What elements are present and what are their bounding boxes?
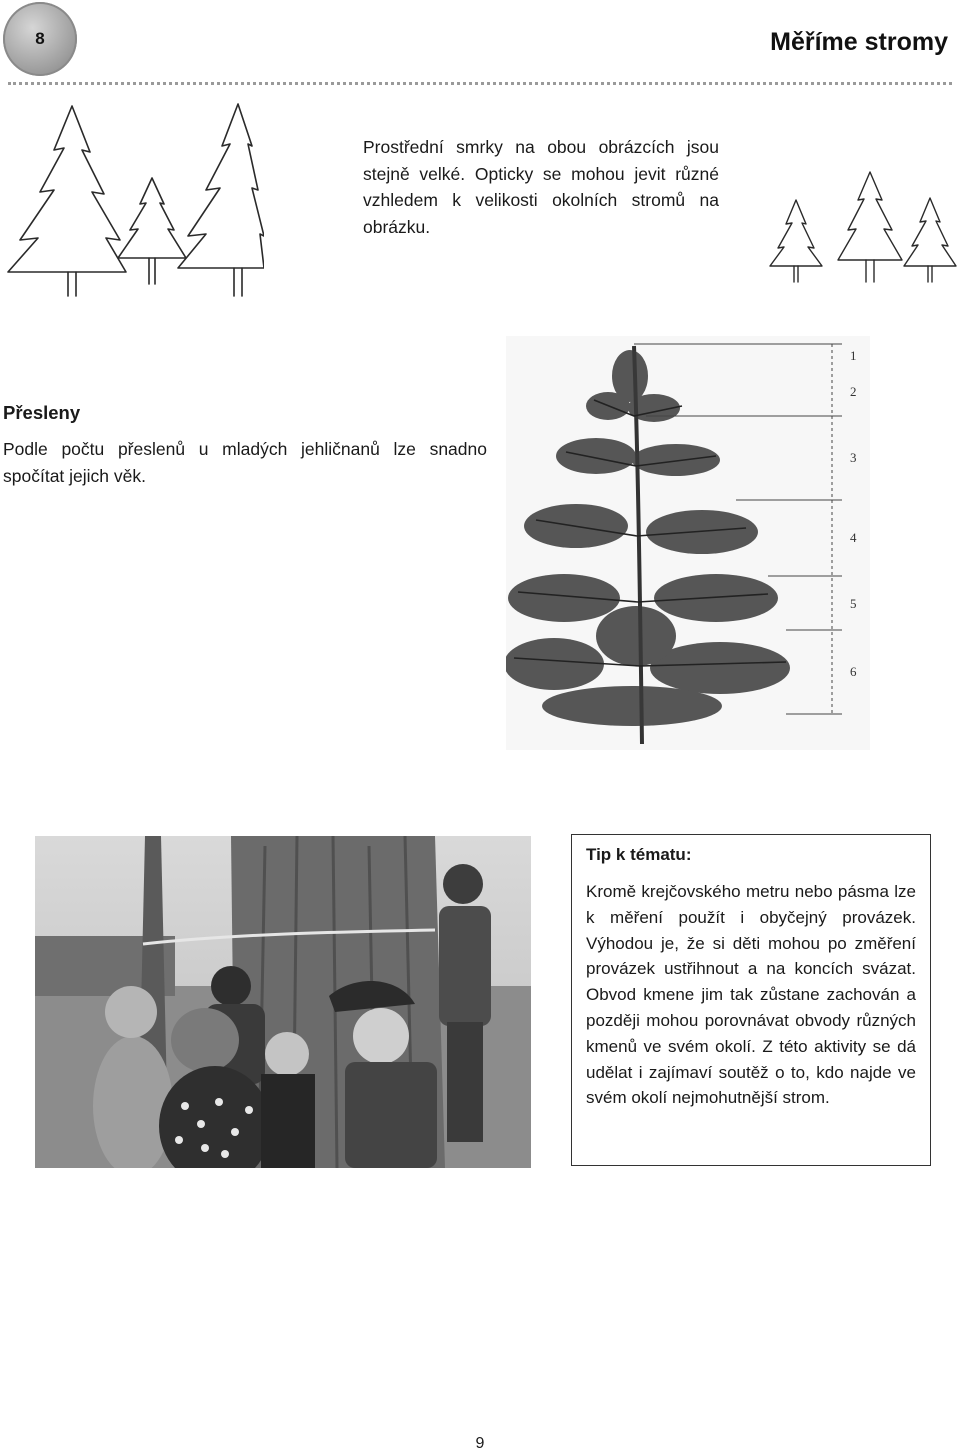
page-badge-number: 8 <box>35 29 45 48</box>
pine-whorl-figure <box>506 336 870 750</box>
whorl-label: 3 <box>850 450 857 465</box>
section-heading-whorls: Přesleny <box>3 402 81 423</box>
whorls-text: Podle počtu přeslenů u mladých jehličnanů lze snadno spočítat jejich věk. <box>3 439 487 486</box>
whorl-label: 6 <box>850 664 857 679</box>
whorl-label: 2 <box>850 384 857 399</box>
spruce-caption: Prostřední smrky na obou obrázcích jsou stejně velké. Opticky se mohou jevit různé vzhledem k velikosti okolních stromů na obrázku. <box>363 137 719 237</box>
page-badge <box>3 2 77 76</box>
whorl-label: 1 <box>850 348 857 363</box>
whorl-label: 4 <box>850 530 857 545</box>
tip-text: Kromě krejčovského metru nebo pásma lze k měření použít i obyčejný provázek. Výhodou je, že si děti mohou po změření provázek ustřihnout a na koncích svázat. Obvod kmene jim tak zůstane zachován a později mohou porovnávat obvody různých kmenů ve svém okolí. Z této aktivity se dá udělat i zajímaví soutěž o to, kdo najde ve svém okolí nejmohutnější strom. <box>586 882 916 1108</box>
tip-box <box>571 834 931 1166</box>
header-divider <box>8 82 952 85</box>
spruce-illustration-left <box>2 100 264 300</box>
footer-page-number: 9 <box>475 1435 485 1452</box>
page-title: Měříme stromy <box>770 28 948 56</box>
whorl-label: 5 <box>850 596 857 611</box>
spruce-illustration-right <box>762 168 958 288</box>
tip-heading: Tip k tématu: <box>586 845 692 864</box>
children-measuring-tree-photo <box>35 836 531 1168</box>
